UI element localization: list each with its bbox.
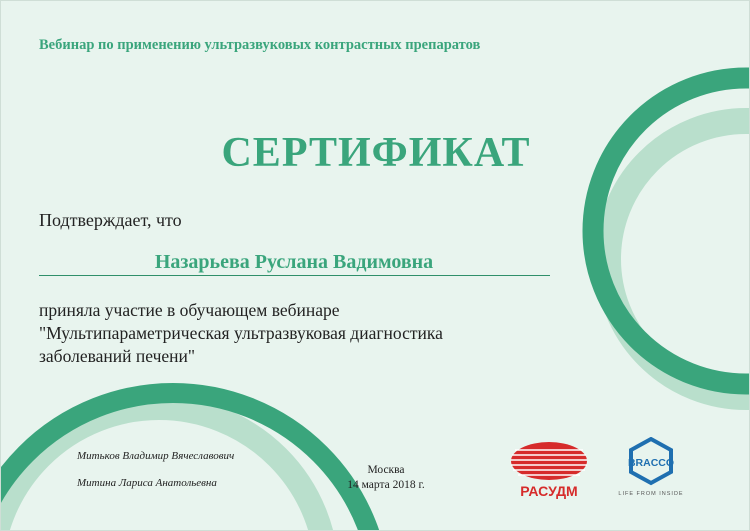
certificate-title: СЕРТИФИКАТ	[221, 130, 531, 176]
name-underline	[39, 275, 550, 276]
webinar-header: Вебинар по применению ультразвуковых контрастных препаратов	[39, 37, 481, 53]
bracco-tagline: LIFE FROM INSIDE	[618, 491, 684, 497]
bracco-logo	[613, 437, 689, 497]
place-date	[331, 463, 441, 493]
city: Москва	[367, 464, 405, 476]
signature-name-1: Митьков Владимир Вячеславович	[77, 450, 235, 462]
rasudm-logo-text: РАСУДМ	[520, 483, 578, 499]
rasudm-logo	[509, 441, 589, 499]
participation-line: "Мультипараметрическая ультразвуковая диагностика	[39, 323, 443, 343]
participation-text	[39, 299, 509, 368]
participation-line: заболеваний печени"	[39, 346, 196, 366]
recipient-name: Назарьева Руслана Вадимовна	[154, 251, 434, 273]
date: 14 марта 2018 г.	[347, 479, 425, 491]
bracco-logo-text: BRACCO	[627, 457, 675, 469]
confirms-text: Подтверждает, что	[39, 210, 182, 230]
signature-name-2: Митина Лариса Анатольевна	[77, 477, 217, 489]
participation-line: приняла участие в обучающем вебинаре	[39, 300, 340, 320]
